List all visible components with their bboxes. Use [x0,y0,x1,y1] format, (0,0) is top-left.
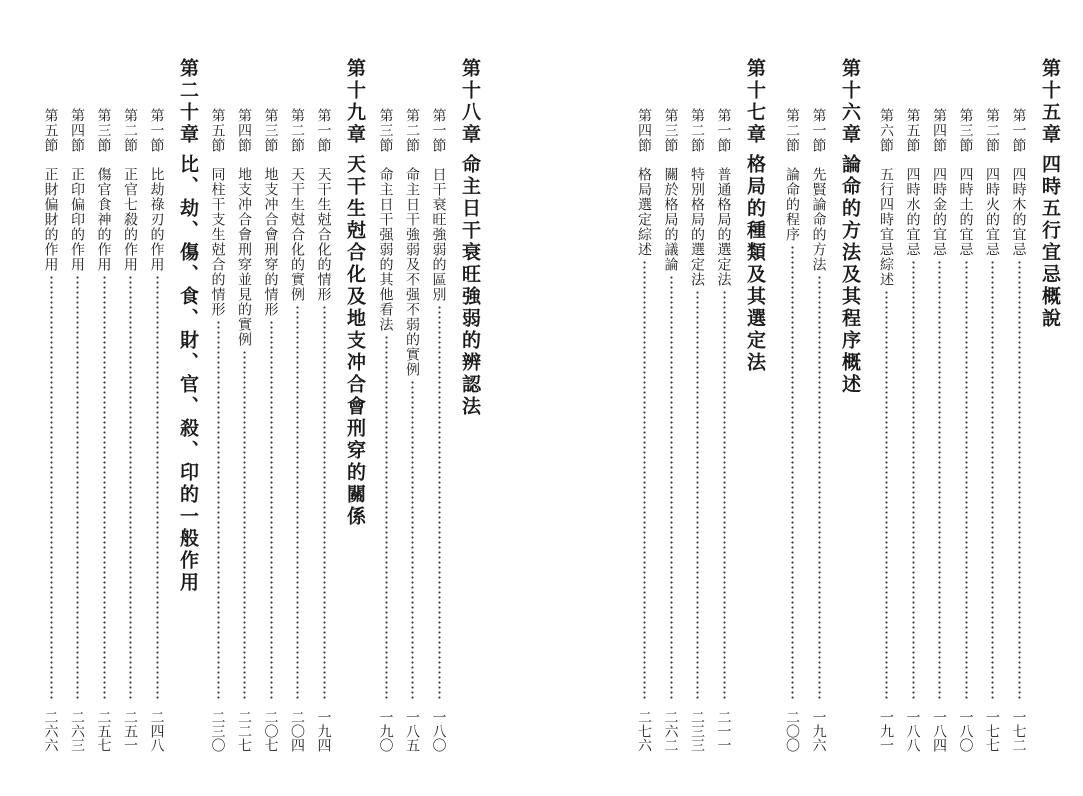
section-title: 傷官食神的作用 [95,167,112,272]
leader-dots [912,260,915,700]
section-number: 第一節 [1010,108,1027,153]
section-entry [959,108,973,257]
section-title: 先賢論命的方法 [810,167,827,272]
section-number: 第一節 [810,108,827,153]
section-title: 命主日干強弱及不强不弱的實例 [404,167,420,377]
chapter-number: 第十九章 [344,58,366,146]
leader-dots [323,305,326,700]
section-title: 天干生尅合化的實例 [289,167,305,302]
page-number: 一七七 [984,710,1000,752]
chapter-heading [745,58,764,374]
section-entry [317,108,331,302]
section-title: 正官七殺的作用 [122,167,138,272]
leader-dots [411,380,414,700]
section-entry [44,108,58,272]
chapter-heading [1040,58,1059,330]
section-title: 正印偏印的作用 [69,167,85,272]
leader-dots [438,305,441,700]
section-number: 第五節 [42,108,59,153]
page-number: 二七六 [636,710,652,752]
section-entry [932,108,946,257]
section-entry [879,108,893,287]
leader-dots [1018,260,1021,700]
section-title: 關於格局的議論 [662,167,679,272]
chapter-number: 第十七章 [744,58,766,146]
leader-dots [723,290,726,700]
section-entry [211,108,225,317]
page-number: 二〇七 [262,710,279,752]
section-number: 第四節 [636,108,652,153]
section-entry [432,108,446,302]
section-entry [97,108,111,272]
section-entry [690,108,704,287]
section-number: 第三節 [95,108,112,153]
section-number: 第一節 [715,108,732,153]
section-title: 論命的程序 [784,167,800,242]
page-number: 二二七 [236,710,252,752]
page-number: 一九一 [878,710,894,752]
leader-dots [103,275,106,700]
chapter-heading [460,58,479,418]
section-number: 第一節 [315,108,332,153]
section-number: 第二節 [289,108,305,153]
chapter-heading [345,58,364,528]
section-number: 第二節 [689,108,705,153]
page-number: 二五一 [122,710,138,752]
page-number: 二三三 [689,710,705,752]
section-title: 地支冲合會刑穿的情形 [262,167,279,317]
section-entry [150,108,164,272]
section-title: 比劫祿刃的作用 [148,167,165,272]
leader-dots [76,275,79,700]
leader-dots [385,335,388,700]
section-title: 命主日干强弱的其他看法 [377,167,394,332]
section-number: 第四節 [931,108,947,153]
section-title: 五行四時宜忌綜述 [878,167,894,287]
page-number: 二一一 [715,710,732,752]
chapter-title: 論命的方法及其程序概述 [839,154,861,396]
chapter-number: 第十六章 [839,58,861,146]
chapter-heading [178,58,197,594]
page-number: 二六六 [42,710,59,752]
section-number: 第一節 [148,108,165,153]
page-number: 一八五 [404,710,420,752]
section-title: 四時火的宜忌 [984,167,1000,257]
leader-dots [791,245,794,700]
section-number: 第五節 [209,108,226,153]
leader-dots [965,260,968,700]
leader-dots [670,275,673,700]
section-entry [1012,108,1026,257]
section-entry [785,108,799,242]
section-number: 第二節 [784,108,800,153]
section-entry [237,108,251,347]
section-title: 四時木的宜忌 [1010,167,1027,257]
chapter-heading [840,58,859,396]
chapter-number: 第十八章 [459,58,481,146]
leader-dots [50,275,53,700]
page-number: 一八四 [931,710,947,752]
page-number: 二〇〇 [784,710,800,752]
section-title: 格局選定綜述 [636,167,652,257]
page-number: 一八〇 [957,710,974,752]
section-entry [664,108,678,272]
section-title: 天干生尅合化的情形 [315,167,332,302]
page-number: 二四八 [148,710,165,752]
section-number: 第二節 [122,108,138,153]
page-number: 二〇四 [289,710,305,752]
chapter-number: 第十五章 [1039,58,1061,146]
section-entry [717,108,731,287]
section-entry [812,108,826,272]
chapter-title: 四時五行宜忌概說 [1039,154,1061,330]
section-title: 正財偏財的作用 [42,167,59,272]
page-number: 二五七 [95,710,112,752]
section-title: 同柱干支生尅合的情形 [209,167,226,317]
section-entry [379,108,393,332]
section-entry [290,108,304,302]
section-number: 第三節 [377,108,394,153]
section-number: 第五節 [904,108,921,153]
section-number: 第三節 [262,108,279,153]
section-entry [405,108,419,377]
section-number: 第二節 [404,108,420,153]
page-number: 一八八 [904,710,921,752]
section-entry [123,108,137,272]
section-number: 第四節 [69,108,85,153]
leader-dots [243,350,246,700]
section-number: 第三節 [662,108,679,153]
section-entry [70,108,84,272]
section-title: 四時水的宜忌 [904,167,921,257]
section-title: 普通格局的選定法 [715,167,732,287]
leader-dots [696,290,699,700]
chapter-title: 命主日干衰旺強弱的辨認法 [459,154,481,418]
page-number: 一九〇 [377,710,394,752]
chapter-title: 比、劫、傷、食、財、官、殺、印的一般作用 [177,154,199,594]
section-title: 四時土的宜忌 [957,167,974,257]
page-number: 二六二 [662,710,679,752]
page-number: 二三〇 [209,710,226,752]
chapter-number: 第二十章 [177,58,199,146]
leader-dots [156,275,159,700]
page-number: 二六三 [69,710,85,752]
section-title: 地支冲合會刑穿並見的實例 [236,167,252,347]
section-entry [264,108,278,317]
section-number: 第一節 [430,108,447,153]
section-entry [637,108,651,257]
section-number: 第六節 [878,108,894,153]
page-number: 一九四 [315,710,332,752]
section-title: 特別格局的選定法 [689,167,705,287]
leader-dots [818,275,821,700]
section-title: 日干衰旺強弱的區別 [430,167,447,302]
page-number: 一九六 [810,710,827,752]
leader-dots [129,275,132,700]
section-number: 第二節 [984,108,1000,153]
leader-dots [643,260,646,700]
leader-dots [938,260,941,700]
section-number: 第三節 [957,108,974,153]
section-title: 四時金的宜忌 [931,167,947,257]
chapter-title: 天干生尅合化及地支冲合會刑穿的關係 [344,154,366,528]
leader-dots [217,320,220,700]
page-number: 一八〇 [430,710,447,752]
section-entry [906,108,920,257]
chapter-title: 格局的種類及其選定法 [744,154,766,374]
page-number: 一七二 [1010,710,1027,752]
leader-dots [270,320,273,700]
leader-dots [991,260,994,700]
leader-dots [296,305,299,700]
leader-dots [885,290,888,700]
section-number: 第四節 [236,108,252,153]
section-entry [985,108,999,257]
